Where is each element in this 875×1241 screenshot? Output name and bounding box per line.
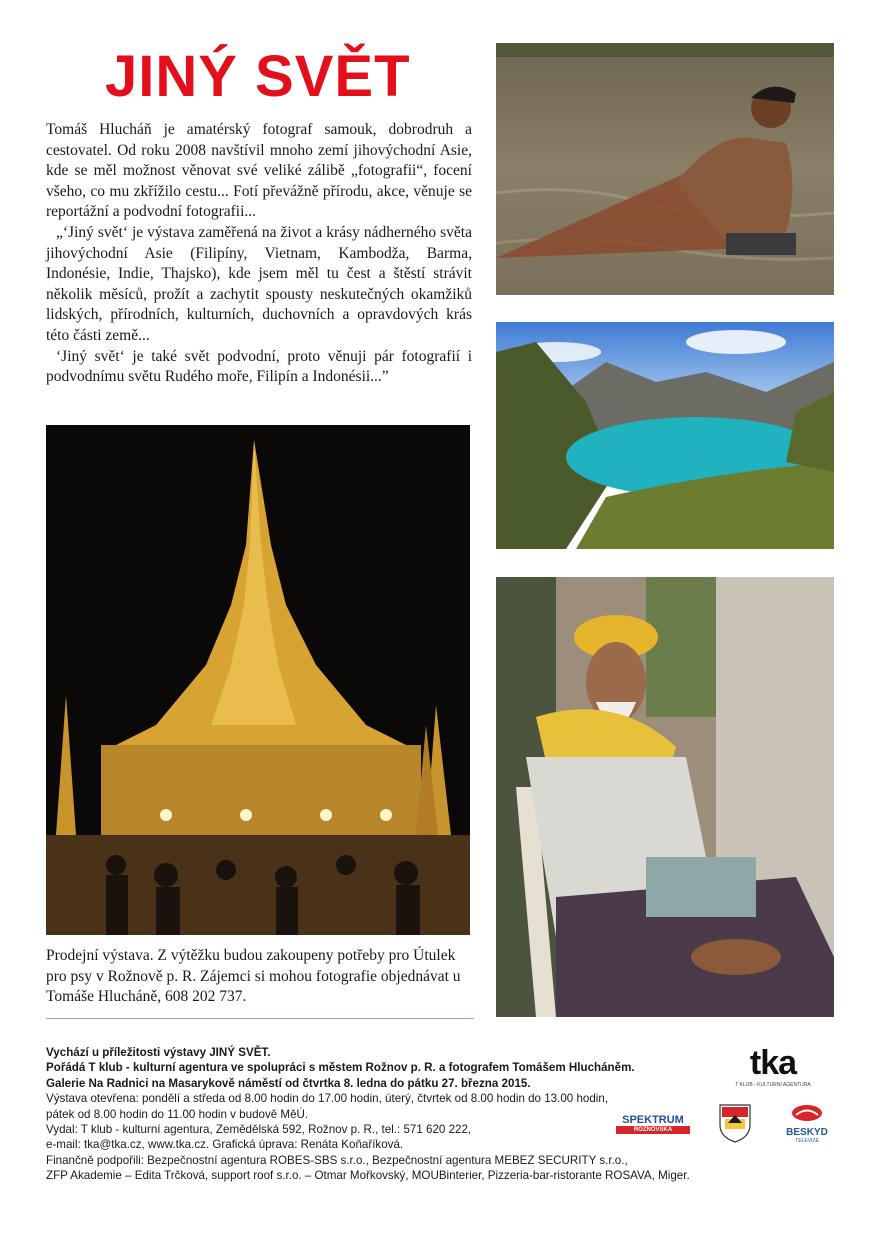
photo-fisherman: [496, 43, 834, 295]
beskyd-logo-text: BESKYD: [786, 1127, 828, 1138]
footer-opening-hours: Výstava otevřena: pondělí a středa od 8.00 hodin do 17.00 hodin, úterý, čtvrtek od 8.00 hodin do 13.00 hodin, pátek od 8.00 hodin do 11.00 hodin v budově MěÚ.: [46, 1092, 609, 1121]
tka-logo-text: tka: [749, 1044, 797, 1082]
spektrum-logo-subtitle: ROŽNOVSKA: [616, 1126, 690, 1134]
footer-contact: e-mail: tka@tka.cz, www.tka.cz. Grafická úprava: Renáta Koňaříková.: [46, 1138, 404, 1152]
coat-of-arms-icon: [718, 1103, 752, 1143]
divider: [46, 1018, 474, 1019]
poster-title: JINÝ SVĚT: [105, 44, 411, 109]
footer-venue: Galerie Na Radnici na Masarykově náměstí od čtvrtka 8. ledna do pátku 27. března 2015.: [46, 1076, 531, 1090]
intro-paragraph-1: Tomáš Hlucháň je amatérský fotograf samouk, dobrodruh a cestovatel. Od roku 2008 navštívil mnoho zemí jihovýchodní Asie, kde se měl možnost věnovat své veliké zálibě „fotografii“, focení všeho, co mu zkřížilo cestu... Fotí převážně přírodu, akce, věnuje se reportážní a podvodní fotografii...: [46, 121, 472, 221]
photo-pagoda: [46, 425, 470, 935]
footer-sponsors-continued: ZFP Akademie – Edita Trčková, support roof s.r.o. – Otmar Mořkovský, MOUBinterier, Pizzeria-bar-ristorante ROSAVA, Miger.: [46, 1169, 690, 1183]
beskyd-emblem-icon: [776, 1104, 838, 1122]
tka-logo-subtitle: T KLUB - KULTURNÍ AGENTURA: [735, 1082, 811, 1088]
tka-logo: [728, 1044, 818, 1094]
beskyd-logo: [776, 1104, 838, 1144]
photo-caption: Prodejní výstava. Z výtěžku budou zakoupeny potřeby pro Útulek pro psy v Rožnově p. R. Zájemci si mohou fotografie objednávat u Tomáše Hlucháně, 608 202 737.: [46, 947, 461, 1006]
spektrum-logo: [616, 1114, 690, 1136]
beskyd-logo-subtitle: TELEVIZE: [795, 1138, 819, 1144]
intro-paragraph-2: „‘Jiný svět‘ je výstava zaměřená na život a krásy nádherného světa jihovýchodní Asie (Filipíny, Vietnam, Kambodža, Barma, Indonésie, Indie, Thajsko), kde jsem měl tu čest a štěstí strávit několik měsíců, prožít a zachytit spousty neskutečných okamžiků lidských, přírodních, kulturních, duchovních a opravdových krás této části země...: [46, 223, 472, 344]
photo-crater-lake: [496, 322, 834, 549]
footer-occasion: Vychází u příležitosti výstavy JINÝ SVĚT.: [46, 1046, 271, 1059]
footer-publisher: Vydal: T klub - kulturní agentura, Zemědělská 592, Rožnov p. R., tel.: 571 620 222,: [46, 1123, 472, 1137]
footer-sponsors: Finančně podpořili: Bezpečnostní agentura ROBES-SBS s.r.o., Bezpečnostní agentura MEBEZ SECURITY s.r.o.,: [46, 1153, 628, 1167]
spektrum-logo-text: SPEKTRUM: [622, 1114, 684, 1126]
intro-paragraph-3: ‘Jiný svět‘ je také svět podvodní, proto věnuji pár fotografií i podvodnímu světu Rudého moře, Filipín a Indonésii...”: [46, 347, 472, 386]
intro-text: [46, 120, 472, 388]
photo-old-man: [496, 577, 834, 1017]
footer-organizer: Pořádá T klub - kulturní agentura ve spolupráci s městem Rožnov p. R. a fotografem Tomášem Hlucháněm.: [46, 1061, 635, 1075]
